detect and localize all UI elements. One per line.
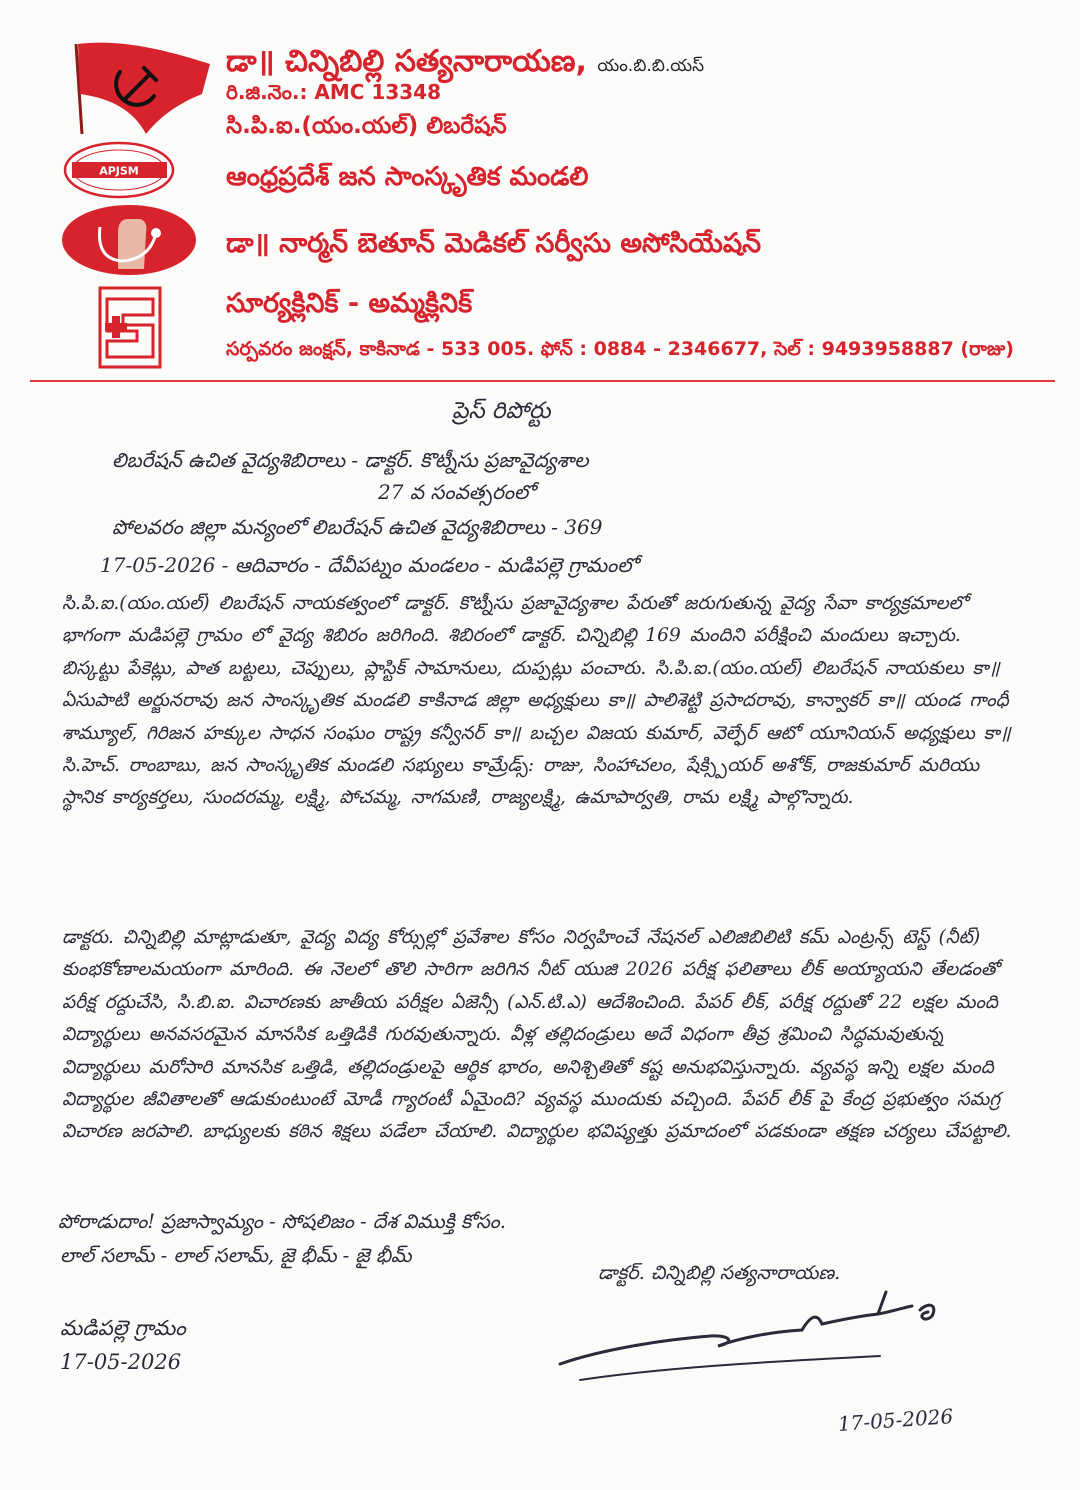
fist-stethoscope-logo xyxy=(60,203,198,277)
apjsm-seal-logo xyxy=(62,140,177,200)
signatory-name: డాక్టర్. చిన్నిబిల్లి సత్యనారాయణ. xyxy=(598,1262,841,1284)
report-heading-line-3: పోలవరం జిల్లా మన్యంలో లిబరేషన్ ఉచిత వైద్యశిబిరాలు - 369 xyxy=(112,515,603,539)
report-heading-line-4: 17-05-2026 - ఆదివారం - దేవీపట్నం మండలం - మడిపల్లె గ్రామంలో xyxy=(100,553,638,577)
report-heading-line-2: 27 వ సంవత్సరంలో xyxy=(378,480,535,504)
apjsm-logo-text: APJSM xyxy=(99,164,139,178)
handwritten-signature xyxy=(540,1280,960,1390)
hammer-sickle-flag-logo xyxy=(62,38,212,136)
doctor-name: డా॥ చిన్నిబిల్లి సత్యనారాయణ, యం.బి.బి.యస్ xyxy=(226,44,705,79)
report-title: ప్రెస్ రిపోర్టు xyxy=(452,398,551,424)
report-place: మడిపల్లె గ్రామం xyxy=(60,1316,186,1340)
letterhead-address: సర్పవరం జంక్షన్, కాకినాడ - 533 005. ఫోన్ : 0884 - 2346677, సెల్ : 9493958887 (రాజు) xyxy=(226,338,1014,360)
closing-slogan-1: పోరాడుదాం! ప్రజాస్వామ్యం - సోషలిజం - దేశ విముక్తి కోసం. xyxy=(58,1210,506,1233)
clinic-names: సూర్యక్లినిక్ - అమ్మక్లినిక్ xyxy=(226,288,473,319)
report-paragraph-1: సి.పి.ఐ.(యం.యల్) లిబరేషన్ నాయకత్వంలో డాక్టర్. కొట్నీసు ప్రజావైద్యశాల పేరుతో జరుగుతున్న వైద్య సేవా కార్యక్రమాలలో భాగంగా మడిపల్లె గ్రామం లో వైద్య శిబిరం జరిగింది. శిబిరంలో డాక్టర్. చిన్నిబిల్లి 169 మందిని పరీక్షించి మందులు ఇచ్చారు. బిస్కట్టు పేకెట్లు, పాత బట్టలు, చెప్పులు, ప్లాస్టిక్ సామానులు, దుప్పట్లు పంచారు. సి.పి.ఐ.(యం.యల్) లిబరేషన్ నాయకులు కా॥ ఏసుపాటి అర్జునరావు జన సాంస్కృతిక మండలి కాకినాడ జిల్లా అధ్యక్షులు కా॥ పాలిశెట్టి ప్రసాదరావు, కాన్వాకర్ కా॥ యండ గాంధీ శామ్యూల్, గిరిజన హక్కుల సాధన సంఘం రాష్ట్ర కన్వీనర్ కా॥ బచ్చల విజయ కుమార్, వెల్ఫేర్ ఆటో యూనియన్ అధ్యక్షులు కా॥ సి.హెచ్. రాంబాబు, జన సాంస్కృతిక మండలి సభ్యులు కామ్రేడ్స్: రాజు, సింహాచలం, షేక్స్పియర్ అశోక్, రాజకుమార్ మరియు స్థానిక కార్యకర్తలు, సుందరమ్మ, లక్ష్మి, పోచమ్మ, నాగమణి, రాజ్యలక్ష్మి, ఉమాపార్వతి, రామ లక్ష్మి పాల్గొన్నారు. xyxy=(62,593,1011,809)
apjsm-name: ఆంధ్రప్రదేశ్ జన సాంస్కృతిక మండలి xyxy=(226,162,589,192)
report-date: 17-05-2026 xyxy=(60,1350,182,1374)
medical-association-name: డా॥ నార్మన్ బెతూన్ మెడికల్ సర్వీసు అసోసియేషన్ xyxy=(226,228,762,259)
doctor-degree: యం.బి.బి.యస్ xyxy=(597,56,705,76)
signature-date: 17-05-2026 xyxy=(837,1403,954,1436)
registration-number: రి.జి.నెం.: AMC 13348 xyxy=(226,80,442,104)
letterhead-divider xyxy=(30,380,1055,382)
party-name: సి.పి.ఐ.(యం.యల్) లిబరేషన్ xyxy=(226,113,507,139)
report-heading-line-1: లిబరేషన్ ఉచిత వైద్యశిబిరాలు - డాక్టర్. కొట్నీసు ప్రజావైద్యశాల xyxy=(112,448,589,472)
report-paragraph-2: డాక్టరు. చిన్నిబిల్లి మాట్లాడుతూ, వైద్య విద్య కోర్సుల్లో ప్రవేశాల కోసం నిర్వహించే నేషనల్ ఎలిజిబిలిటి కమ్ ఎంట్రన్స్ టెస్ట్ (నీట్) కుంభకోణాలమయంగా మారింది. ఈ నెలలో తొలి సారిగా జరిగిన నీట్ యుజి 2026 పరీక్ష ఫలితాలు లీక్ అయ్యాయని తేలడంతో పరీక్ష రద్దుచేసి, సి.బి.ఐ. విచారణకు జాతీయ పరీక్షల ఏజెన్సీ (ఎన్.టి.ఎ) ఆదేశించింది. పేపర్ లీక్, పరీక్ష రద్దుతో 22 లక్షల మంది విద్యార్థులు అనవసరమైన మానసిక ఒత్తిడికి గురవుతున్నారు. వీళ్ల తల్లిదండ్రులు అదే విధంగా తీవ్ర శ్రమించి సిద్ధమవుతున్న విద్యార్థులు మరోసారి మానసిక ఒత్తిడి, తల్లిదండ్రులపై ఆర్థిక భారం, అనిశ్చితితో కష్ట అనుభవిస్తున్నారు. వ్యవస్థ ఇన్ని లక్షల మంది విద్యార్థుల జీవితాలతో ఆడుకుంటుంటే మోడీ గ్యారంటీ ఏమైంది? వ్యవస్థ ముందుకు వచ్చింది. పేపర్ లీక్ పై కేంద్ర ప్రభుత్వం సమగ్ర విచారణ జరపాలి. బాధ్యులకు కఠిన శిక్షలు పడేలా చేయాలి. విద్యార్థుల భవిష్యత్తు ప్రమాదంలో పడకుండా తక్షణ చర్యలు చేపట్టాలి. xyxy=(62,927,1012,1143)
closing-slogan-2: లాల్ సలామ్ - లాల్ సలామ్, జై భీమ్ - జై భీమ్ xyxy=(60,1244,412,1267)
clinic-cross-logo xyxy=(97,285,163,370)
